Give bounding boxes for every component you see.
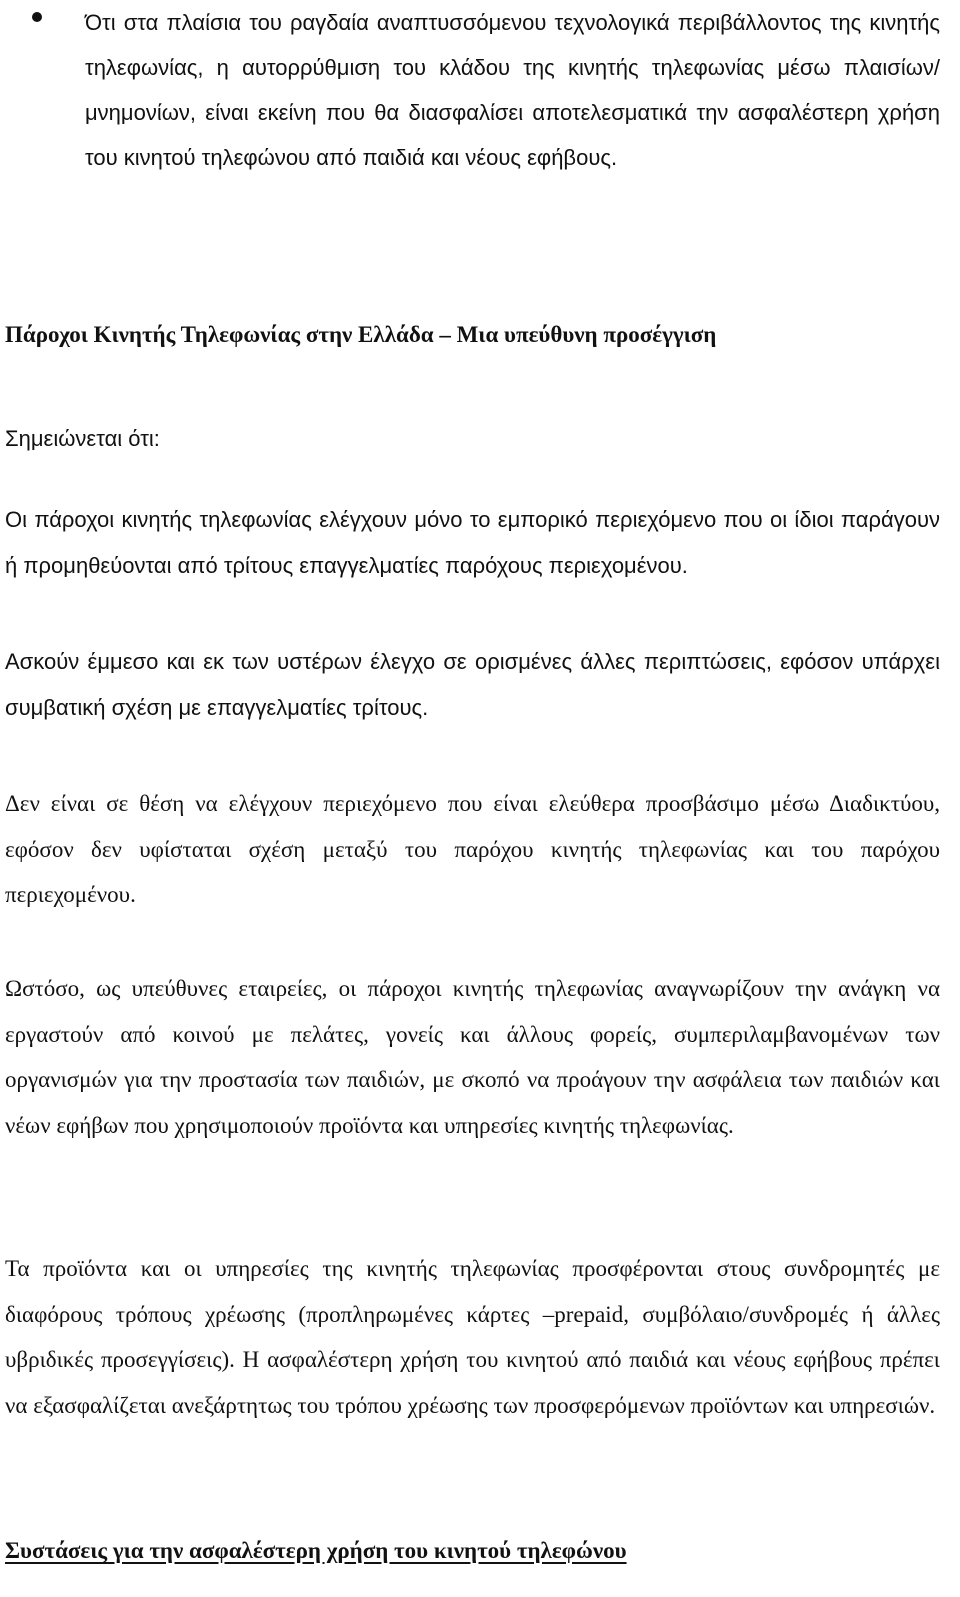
bullet-text: Ότι στα πλαίσια του ραγδαία αναπτυσσόμενου τεχνολογικά περιβάλλοντος της κινητής τηλεφωνίας, η αυτορρύθμιση του κλάδου της κινητής τηλεφωνίας μέσω πλαισίων/μνημονίων, είναι εκείνη που θα διασφαλίσει αποτελεσματικά την ασφαλέστερη χρήση του κινητού τηλεφώνου από παιδιά και νέους εφήβους. xyxy=(85,10,940,170)
section-heading-providers: Πάροχοι Κινητής Τηλεφωνίας στην Ελλάδα – Μια υπεύθυνη προσέγγιση xyxy=(5,322,717,347)
section-heading-recommendations: Συστάσεις για την ασφαλέστερη χρήση του κινητού τηλεφώνου xyxy=(5,1538,627,1563)
paragraph-billing-methods: Τα προϊόντα και οι υπηρεσίες της κινητής τηλεφωνίας προσφέρονται στους συνδρομητές με διαφόρους τρόπους χρέωσης (προπληρωμένες κάρτες –prepaid, συμβόλαιο/συνδρομές ή άλλες υβριδικές προσεγγίσεις). Η ασφαλέστερη χρήση του κινητού από παιδιά και νέους εφήβους πρέπει να εξασφαλίζεται ανεξάρτητως του τρόπου χρέωσης των προσφερόμενων προϊόντων και υπηρεσιών. xyxy=(5,1256,940,1418)
paragraph-internet-content: Δεν είναι σε θέση να ελέγχουν περιεχόμενο που είναι ελεύθερα προσβάσιμο μέσω Διαδικτύου, εφόσον δεν υφίσταται σχέση μεταξύ του παρόχου κινητής τηλεφωνίας και του παρόχου περιεχομένου. xyxy=(5,791,940,907)
paragraph-responsible-companies: Ωστόσο, ως υπεύθυνες εταιρείες, οι πάροχοι κινητής τηλεφωνίας αναγνωρίζουν την ανάγκη να εργαστούν από κοινού με πελάτες, γονείς και άλλους φορείς, συμπεριλαμβανομένων των οργανισμών για την προστασία των παιδιών, με σκοπό να προάγουν την ασφάλεια των παιδιών και νέων εφήβων που χρησιμοποιούν προϊόντα και υπηρεσίες κινητής τηλεφωνίας. xyxy=(5,976,940,1138)
bullet-icon xyxy=(32,12,42,22)
paragraph-commercial-content: Οι πάροχοι κινητής τηλεφωνίας ελέγχουν μόνο το εμπορικό περιεχόμενο που οι ίδιοι παράγουν ή προμηθεύονται από τρίτους επαγγελματίες παρόχους περιεχομένου. xyxy=(5,507,940,578)
paragraph-indirect-control: Ασκούν έμμεσο και εκ των υστέρων έλεγχο σε ορισμένες άλλες περιπτώσεις, εφόσον υπάρχει συμβατική σχέση με επαγγελματίες τρίτους. xyxy=(5,649,940,720)
note-intro: Σημειώνεται ότι: xyxy=(5,426,160,451)
